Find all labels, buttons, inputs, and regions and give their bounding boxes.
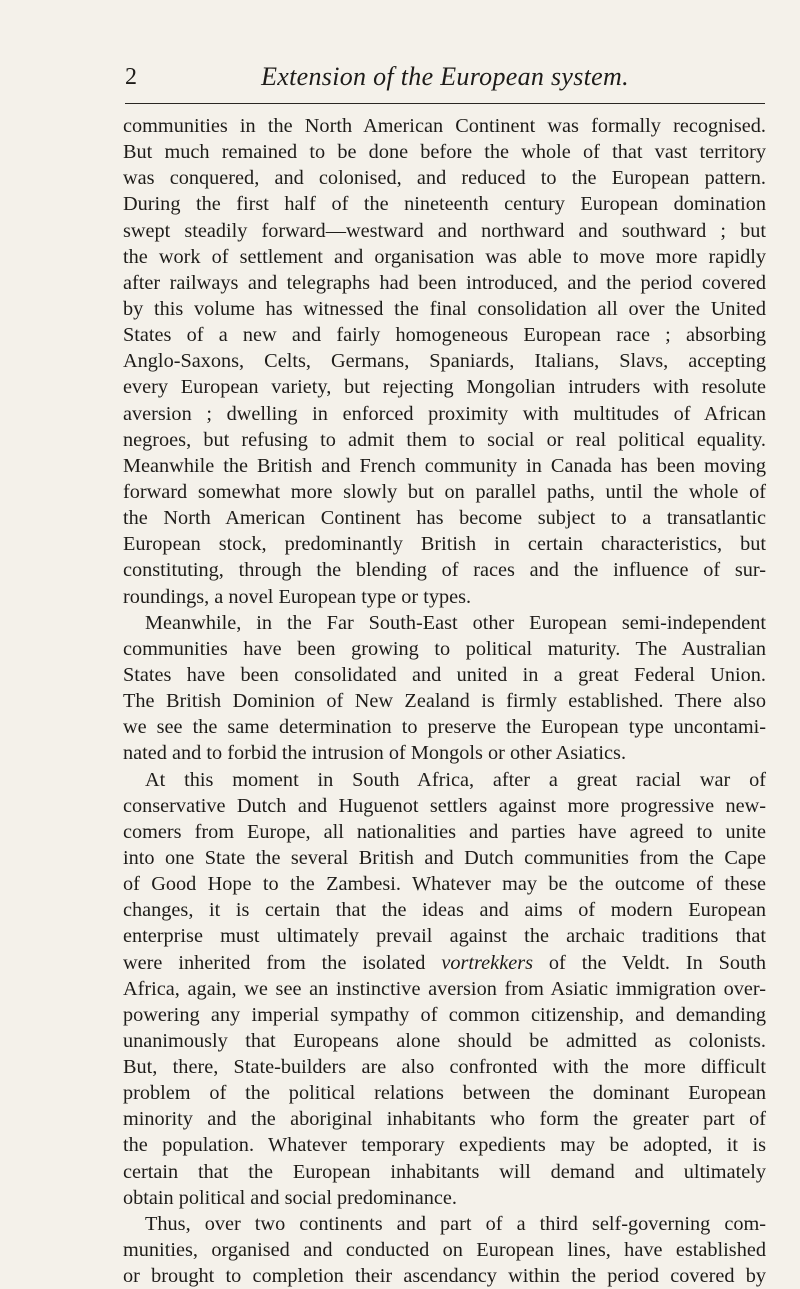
text-line: enterprise must ultimately prevail against the archaic traditions that bbox=[123, 925, 766, 948]
text-line: after railways and telegraphs had been introduced, and the period covered bbox=[123, 271, 766, 294]
text-line: But, there, State-builders are also confronted with the more difficult bbox=[123, 1056, 766, 1079]
text-line: forward somewhat more slowly but on parallel paths, until the whole of bbox=[123, 480, 766, 503]
text-line: negroes, but refusing to admit them to social or real political equality. bbox=[123, 428, 766, 451]
text-line: swept steadily forward—westward and northward and southward ; but bbox=[123, 219, 766, 242]
text-line: the work of settlement and organisation was able to move more rapidly bbox=[123, 245, 766, 268]
text-line: into one State the several British and Dutch communities from the Cape bbox=[123, 846, 766, 869]
body-text bbox=[123, 113, 766, 1289]
text-line: of Good Hope to the Zambesi. Whatever may be the outcome of these bbox=[123, 873, 766, 896]
text-line: States of a new and fairly homogeneous European race ; absorbing bbox=[123, 324, 766, 347]
text-line-end: of the Veldt. In South bbox=[532, 951, 766, 974]
text-line: Thus, over two continents and part of a third self-governing com- bbox=[145, 1212, 766, 1235]
text-line: communities in the North American Continent was formally recognised. bbox=[123, 115, 766, 137]
text-line: conservative Dutch and Huguenot settlers against more progressive new- bbox=[123, 794, 766, 817]
text-line: The British Dominion of New Zealand is firmly established. There also bbox=[123, 690, 766, 713]
text-line: we see the same determination to preserve the European type uncontami- bbox=[123, 716, 766, 739]
running-title: Extension of the European system. bbox=[261, 62, 629, 91]
text-line: the population. Whatever temporary expedients may be adopted, it is bbox=[123, 1134, 766, 1157]
text-line: by this volume has witnessed the final consolidation all over the United bbox=[123, 297, 766, 320]
text-line: obtain political and social predominance. bbox=[123, 1186, 457, 1209]
text-line: Africa, again, we see an instinctive aversion from Asiatic immigration over- bbox=[123, 977, 766, 1000]
text-line: was conquered, and colonised, and reduced to the European pattern. bbox=[123, 167, 766, 190]
text-line: powering any imperial sympathy of common citizenship, and demanding bbox=[123, 1003, 766, 1026]
text-line: Meanwhile, in the Far South-East other European semi-independent bbox=[145, 611, 766, 634]
page-number: 2 bbox=[125, 64, 137, 90]
text-line: comers from Europe, all nationalities and parties have agreed to unite bbox=[123, 820, 766, 843]
text-line: Meanwhile the British and French community in Canada has been moving bbox=[123, 454, 766, 477]
text-line: certain that the European inhabitants will demand and ultimately bbox=[123, 1160, 766, 1183]
text-line: unanimously that Europeans alone should be admitted as colonists. bbox=[123, 1029, 766, 1052]
text-line: munities, organised and conducted on European lines, have established bbox=[123, 1239, 766, 1262]
text-line: communities have been growing to political maturity. The Australian bbox=[123, 637, 766, 660]
text-line: roundings, a novel European type or types. bbox=[123, 585, 472, 608]
text-line: States have been consolidated and united in a great Federal Union. bbox=[123, 663, 766, 686]
text-line: every European variety, but rejecting Mongolian intruders with resolute bbox=[123, 376, 766, 399]
text-line: nated and to forbid the intrusion of Mongols or other Asiatics. bbox=[123, 742, 627, 765]
text-line: But much remained to be done before the whole of that vast territory bbox=[123, 141, 766, 164]
text-line: During the first half of the nineteenth century European domination bbox=[123, 193, 766, 216]
text-line: At this moment in South Africa, after a great racial war of bbox=[145, 768, 766, 791]
text-line: constituting, through the blending of races and the influence of sur- bbox=[123, 559, 766, 582]
text-line: Anglo-Saxons, Celts, Germans, Spaniards, Italians, Slavs, accepting bbox=[123, 350, 766, 373]
text-line: the North American Continent has become subject to a transatlantic bbox=[123, 507, 766, 530]
text-line: minority and the aboriginal inhabitants who form the greater part of bbox=[123, 1108, 766, 1131]
header-rule bbox=[125, 103, 765, 104]
text-line: European stock, predominantly British in certain characteristics, but bbox=[123, 533, 766, 556]
italic-term: vortrekkers bbox=[441, 951, 533, 974]
text-line-start: were inherited from the isolated bbox=[123, 951, 442, 974]
text-line: or brought to completion their ascendancy within the period covered by bbox=[123, 1265, 766, 1288]
text-line-mixed bbox=[123, 950, 766, 976]
text-line: changes, it is certain that the ideas and aims of modern European bbox=[123, 899, 766, 922]
text-line: problem of the political relations between the dominant European bbox=[123, 1082, 766, 1105]
text-line: aversion ; dwelling in enforced proximity with multitudes of African bbox=[123, 402, 766, 425]
